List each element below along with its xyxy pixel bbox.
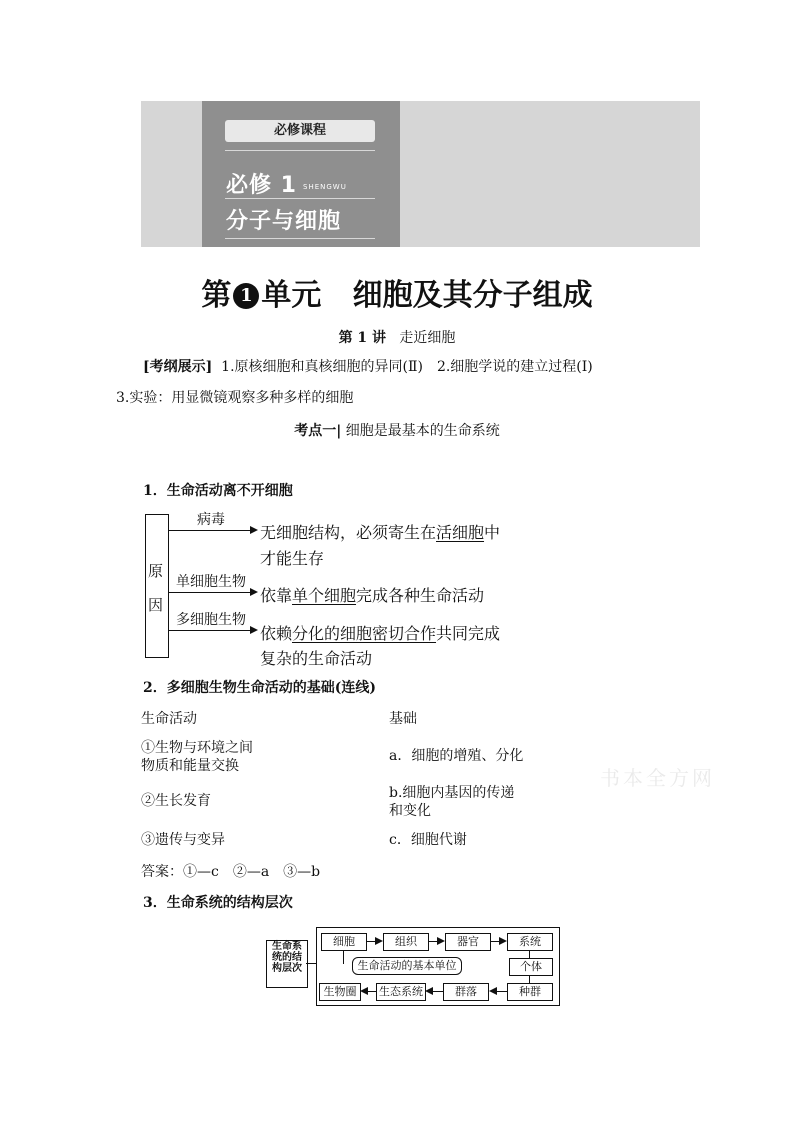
arrow-line (368, 991, 376, 992)
kaodian-heading (0, 420, 794, 440)
course-label: 必修课程 (225, 120, 375, 142)
section-3-title (143, 892, 293, 912)
arrow-line (168, 530, 250, 531)
section-3-title-text: 3．生命系统的结构层次 (143, 895, 293, 911)
left-item: ①生物与环境之间 (141, 740, 253, 756)
arrow-line (168, 630, 250, 631)
volume-subtitle: SHENGWU (303, 183, 347, 191)
text-segment: 依靠 (260, 586, 293, 605)
text-segment: 共同完成 (436, 624, 501, 643)
arrow-line (497, 991, 507, 992)
level-ecosystem: 生态系统 (376, 983, 426, 1001)
arrow-right-icon (250, 626, 258, 634)
answer-line (141, 861, 320, 881)
lecture-label: 第 1 讲 (338, 330, 387, 346)
level-biosphere: 生物圈 (319, 983, 361, 1001)
arrow-right-icon (250, 526, 258, 534)
level-cell: 细胞 (321, 933, 367, 951)
multicellular-text (260, 621, 500, 644)
unit-prefix: 第 (201, 278, 232, 313)
unit-suffix: 单元 (261, 278, 322, 313)
multicellular-text-line2: 复杂的生命活动 (260, 649, 373, 668)
col-left-header: 生命活动 (141, 711, 197, 727)
level-individual: 个体 (509, 958, 553, 976)
syllabus-line-1 (143, 356, 593, 376)
unicellular-text (260, 583, 484, 606)
syllabus-line-2: 3.实验：用显微镜观察多种多样的细胞 (116, 390, 354, 406)
arrow-right-icon (437, 937, 445, 945)
volume-title: 必修 1 (226, 173, 297, 198)
virus-label: 病毒 (197, 512, 225, 528)
right-item: a．细胞的增殖、分化 (389, 748, 524, 764)
left-item: ②生长发育 (141, 793, 211, 809)
side-label-line: 统的结 (272, 952, 302, 963)
arrow-line (529, 976, 530, 983)
kaodian-title: 细胞是最基本的生命系统 (345, 423, 500, 439)
side-label-line: 构层次 (272, 963, 302, 974)
text-segment: 依赖 (260, 624, 293, 643)
virus-text-line2: 才能生存 (260, 549, 325, 568)
section-2-title (143, 677, 376, 697)
callout-bubble: 生命活动的基本单位 (352, 957, 462, 975)
divider (225, 238, 375, 239)
arrow-left-icon (489, 987, 497, 995)
right-item: b.细胞内基因的传递 (389, 785, 515, 801)
underlined-term: 单个细胞 (292, 586, 357, 605)
divider (225, 150, 375, 151)
level-organ: 器官 (445, 933, 491, 951)
section-2-title-text: 2．多细胞生物生命活动的基础(连线) (143, 680, 376, 696)
arrow-line (168, 592, 250, 593)
level-system: 系统 (507, 933, 553, 951)
multicellular-label: 多细胞生物 (176, 612, 246, 628)
section-1-title-text: 1．生命活动离不开细胞 (143, 483, 293, 499)
arrow-right-icon (250, 588, 258, 596)
level-community: 群落 (443, 983, 489, 1001)
kaodian-label: 考点一| (294, 423, 342, 439)
arrow-left-icon (425, 987, 433, 995)
syllabus-tag: [考纲展示] (143, 359, 213, 375)
volume-name: 分子与细胞 (226, 209, 342, 234)
level-population: 种群 (507, 983, 553, 1001)
level-tissue: 组织 (383, 933, 429, 951)
arrow-right-icon (375, 937, 383, 945)
right-item: c．细胞代谢 (389, 832, 467, 848)
arrow-line (433, 991, 443, 992)
lecture-title: 走近细胞 (399, 330, 456, 346)
callout-pointer (343, 950, 344, 964)
text-segment: 中 (484, 523, 501, 542)
arrow-line (529, 951, 530, 958)
side-label-line: 生命系 (272, 941, 302, 952)
section-1-title (143, 480, 293, 500)
left-item: ③遗传与变异 (141, 832, 225, 848)
hierarchy-side-label (266, 940, 308, 988)
text-segment: 完成各种生命活动 (356, 586, 485, 605)
answer-label: 答案： (141, 864, 183, 880)
reason-bracket (145, 514, 169, 658)
unit-number-badge: 1 (233, 283, 259, 309)
virus-text (260, 520, 500, 543)
reason-char: 原 (148, 562, 164, 580)
answer-text: ①—c ②—a ③—b (183, 864, 321, 880)
watermark: 书本全方网 (600, 766, 715, 790)
text-segment: 无细胞结构，必须寄生在 (260, 523, 437, 542)
unit-title (0, 270, 794, 314)
arrow-left-icon (360, 987, 368, 995)
syllabus-text-1: 1.原核细胞和真核细胞的异同(Ⅱ) 2.细胞学说的建立过程(Ⅰ) (221, 359, 593, 375)
underlined-term: 活细胞 (436, 523, 485, 542)
reason-char: 因 (148, 596, 164, 614)
arrow-right-icon (499, 937, 507, 945)
underlined-term: 分化的细胞密切合作 (292, 624, 437, 643)
unit-name: 细胞及其分子组成 (352, 278, 593, 313)
col-right-header: 基础 (389, 711, 417, 727)
lecture-heading (0, 327, 794, 347)
unicellular-label: 单细胞生物 (176, 574, 246, 590)
divider (225, 198, 375, 199)
connector-line (306, 963, 316, 964)
right-item: 和变化 (389, 803, 431, 819)
left-item: 物质和能量交换 (141, 758, 239, 774)
